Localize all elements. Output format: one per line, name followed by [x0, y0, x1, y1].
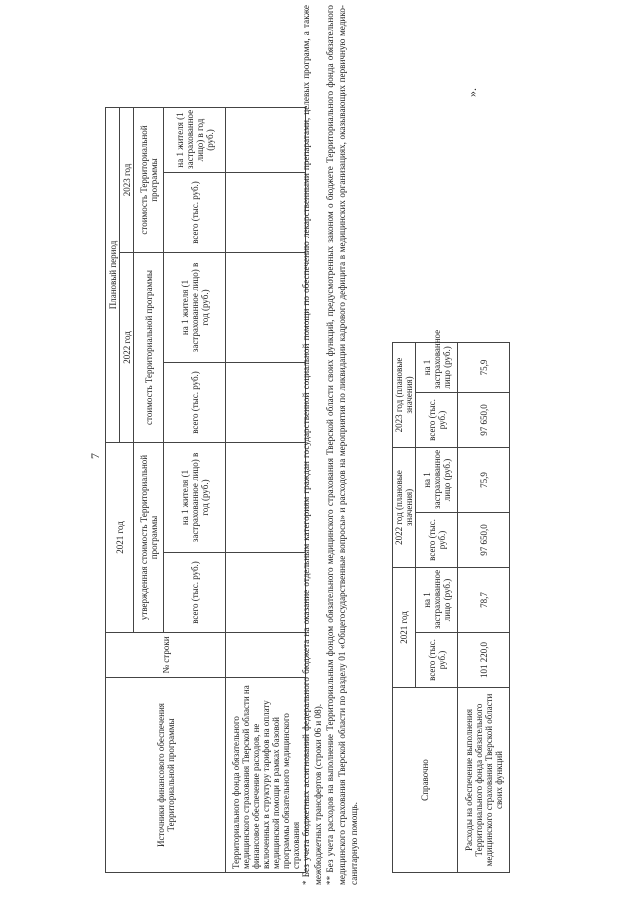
table-row	[458, 342, 510, 872]
header-2023-plan: 2023 год (плановые значения)	[393, 342, 416, 447]
cell-per-insured-2022: 75,9	[458, 447, 510, 512]
footnotes	[300, 5, 360, 885]
header-year-2023: 2023 год	[120, 107, 134, 252]
header-total-2023: всего (тыс. руб.)	[416, 392, 458, 447]
header-total-2022: всего (тыс. руб.)	[164, 362, 226, 442]
cell-per-person-2021	[226, 442, 306, 552]
header-plan-period: Плановый период	[106, 107, 120, 442]
closing-quote: ».	[465, 88, 479, 97]
cell-total-2022	[226, 362, 306, 442]
header-year-2021: 2021 год	[106, 442, 134, 632]
cell-total-2021: 101 220,0	[458, 633, 510, 688]
header-approved-cost: утвержденная стоимость Территориальной программы	[134, 442, 164, 632]
cell-total-2023: 97 650,0	[458, 392, 510, 447]
cell-per-insured-2021: 78,7	[458, 567, 510, 632]
row-number	[226, 633, 306, 678]
cell-per-insured-2023: 75,9	[458, 342, 510, 392]
header-per-person-2023: на 1 жителя (1 застрахованное лицо) в год (руб.)	[164, 107, 226, 172]
header-per-insured-2023: на 1 застрахованное лицо (руб.)	[416, 342, 458, 392]
footnote-2: ** Без учета расходов на выполнение Территориальным фондом обязательного медицинского страхования Тверской области своих функций, предусмотренных законом о бюджете Территориального фонда обязательного медицинского страхования Тверской области по разделу 01 «Общегосударственные вопросы» и расходов на мероприятия по ликвидации кадрового дефицита в медицинских организациях, оказывающих первичную медико-санитарную помощь.	[325, 5, 359, 885]
reference-table	[392, 329, 510, 873]
header-reference: Справочно	[393, 688, 458, 873]
header-total-2022: всего (тыс. руб.)	[416, 512, 458, 567]
header-cost-2022: стоимость Территориальной программы	[134, 252, 164, 442]
header-total-2023: всего (тыс. руб.)	[164, 172, 226, 252]
header-per-insured-2022: на 1 застрахованное лицо (руб.)	[416, 447, 458, 512]
header-2022-plan: 2022 год (плановые значения)	[393, 447, 416, 567]
cell-per-person-2023	[226, 107, 306, 172]
row-source: Территориального фонда обязательного медицинского страхования Тверской области на финансовое обеспечение расходов, не включенных в структуру тарифов на оплату медицинской помощи в рамках базовой программы обязательного медицинского страхования	[226, 678, 306, 873]
row-label: Расходы на обеспечение выполнения Территориального фонда обязательного медицинского страхования Тверской области своих функций	[458, 688, 510, 873]
header-cost-2023: стоимость Территориальной программы	[134, 107, 164, 252]
cell-total-2023	[226, 172, 306, 252]
header-per-insured-2021: на 1 застрахованное лицо (руб.)	[416, 567, 458, 632]
header-total-2021: всего (тыс. руб.)	[416, 633, 458, 688]
header-row-number: № строки	[106, 633, 226, 678]
header-year-2022: 2022 год	[120, 252, 134, 442]
financing-sources-table	[105, 107, 306, 873]
footnote-1: * Без учета бюджетных ассигнований федерального бюджета на оказание отдельным категориям граждан государственной социальной помощи по обеспечению лекарственными препаратами, целевых программ, а также межбюджетных трансфертов (строки 06 и 08).	[301, 5, 323, 885]
header-source: Источники финансового обеспечения Территориальной программы	[106, 678, 226, 873]
cell-total-2021	[226, 553, 306, 633]
cell-per-person-2022	[226, 252, 306, 362]
header-per-person-2021: на 1 жителя (1 застрахованное лицо) в год (руб.)	[164, 442, 226, 552]
page-number: 7	[88, 453, 102, 459]
header-per-person-2022: на 1 жителя (1 застрахованное лицо) в год (руб.)	[164, 252, 226, 362]
table-row	[226, 107, 306, 872]
header-total-2021: всего (тыс. руб.)	[164, 553, 226, 633]
header-2021: 2021 год	[393, 567, 416, 687]
cell-total-2022: 97 650,0	[458, 512, 510, 567]
